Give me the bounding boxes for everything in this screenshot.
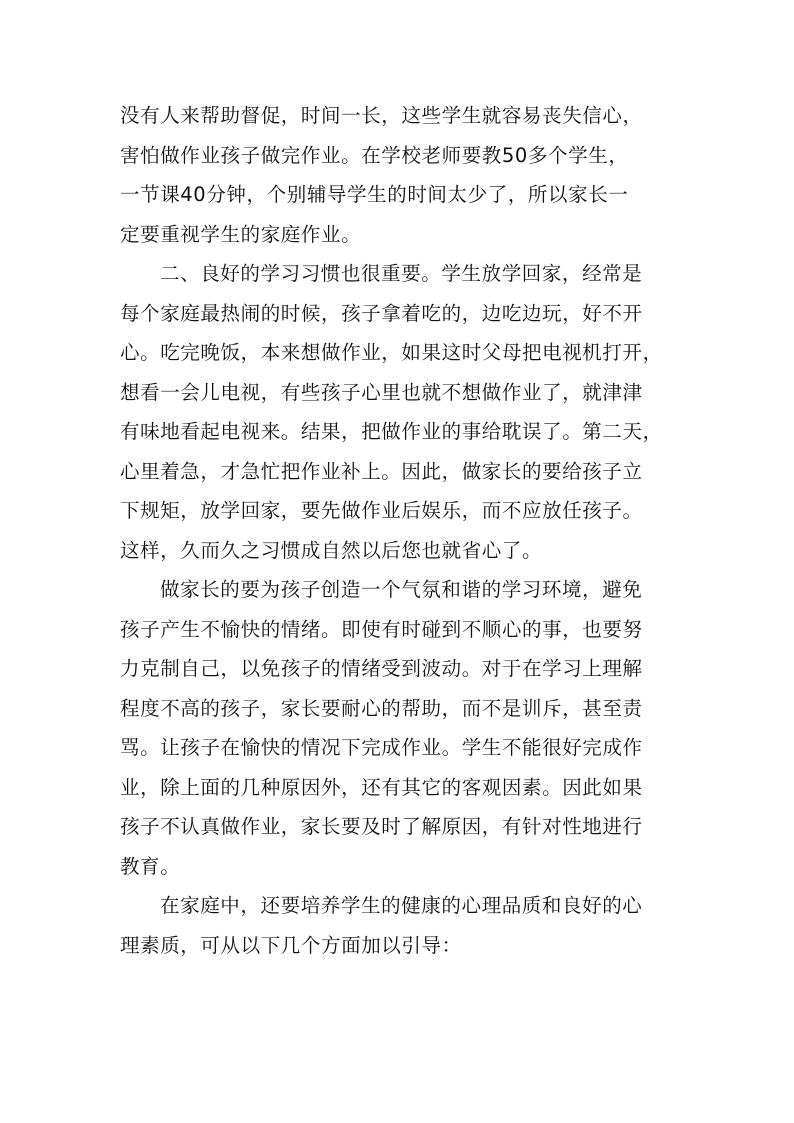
paragraph-4 xyxy=(120,886,680,965)
text-line: 教育。 xyxy=(120,854,181,878)
text-line: 做家长的要为孩子创造一个气氛和谐的学习环境，避免 xyxy=(160,578,643,601)
text-line: 程度不高的孩子，家长要耐心的帮助，而不是训斥，甚至责 xyxy=(120,696,643,720)
text-line: 力克制自己，以免孩子的情绪受到波动。对于在学习上理解 xyxy=(120,657,643,680)
text-line: 孩子产生不愉快的情绪。即使有时碰到不顺心的事，也要努 xyxy=(120,617,643,641)
text-line: 有味地看起电视来。结果，把做作业的事给耽误了。第二天， xyxy=(120,420,663,443)
document-body xyxy=(120,96,680,965)
paragraph-3 xyxy=(120,570,680,886)
text-line: 定要重视学生的家庭作业。 xyxy=(120,222,362,246)
text-line: 心里着急，才急忙把作业补上。因此，做家长的要给孩子立 xyxy=(120,459,643,483)
text-line: 这样，久而久之习惯成自然以后您也就省心了。 xyxy=(120,538,543,562)
text-line: 理素质，可从以下几个方面加以引导： xyxy=(120,933,462,957)
text-line: 二、良好的学习习惯也很重要。学生放学回家，经常是 xyxy=(160,262,643,285)
text-line: 一节课40分钟，个别辅导学生的时间太少了，所以家长一 xyxy=(120,183,629,206)
text-line: 心。吃完晚饭，本来想做作业，如果这时父母把电视机打开， xyxy=(120,341,663,364)
text-line: 在家庭中，还要培养学生的健康的心理品质和良好的心 xyxy=(160,894,643,917)
paragraph-2 xyxy=(120,254,680,570)
text-line: 没有人来帮助督促，时间一长，这些学生就容易丧失信心， xyxy=(120,104,643,127)
text-line: 害怕做作业孩子做完作业。在学校老师要教50多个学生， xyxy=(120,143,629,167)
text-line: 骂。让孩子在愉快的情况下完成作业。学生不能很好完成作 xyxy=(120,736,643,759)
text-line: 孩子不认真做作业，家长要及时了解原因，有针对性地进行 xyxy=(120,815,643,838)
text-line: 每个家庭最热闹的时候，孩子拿着吃的，边吃边玩，好不开 xyxy=(120,301,643,325)
text-line: 下规矩，放学回家，要先做作业后娱乐，而不应放任孩子。 xyxy=(120,499,643,522)
paragraph-1 xyxy=(120,96,680,254)
text-line: 想看一会儿电视，有些孩子心里也就不想做作业了，就津津 xyxy=(120,380,643,404)
text-line: 业，除上面的几种原因外，还有其它的客观因素。因此如果 xyxy=(120,775,643,799)
